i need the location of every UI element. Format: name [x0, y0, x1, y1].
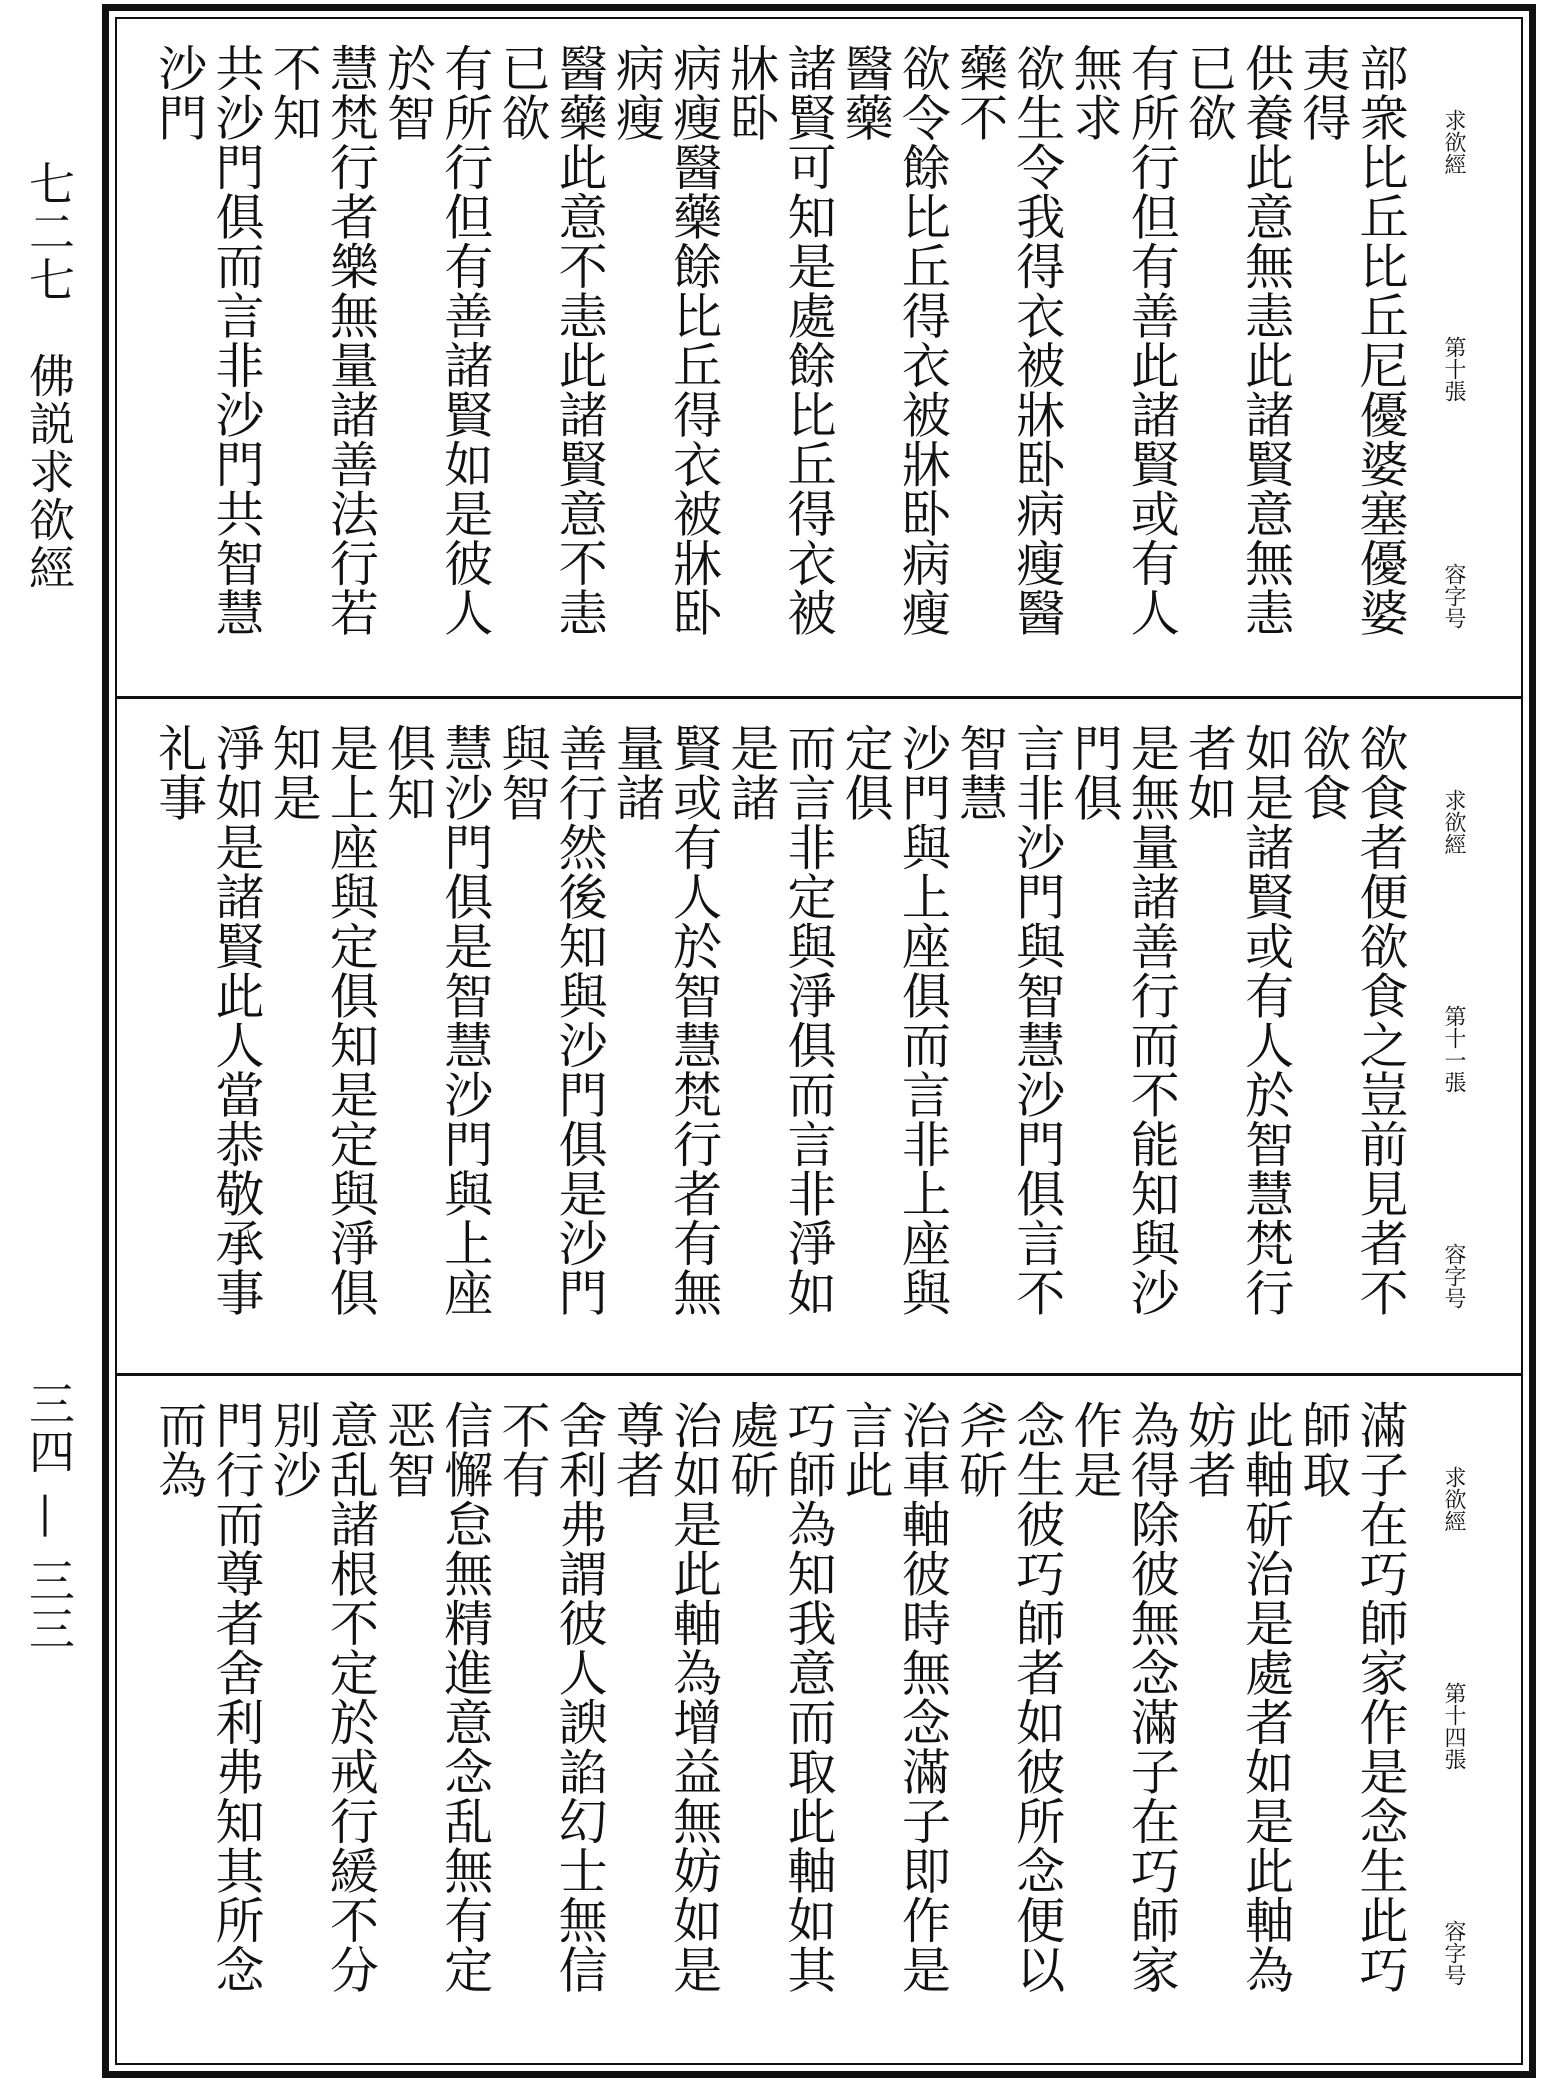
panel-1-text	[149, 43, 1409, 673]
text-line: 此軸斫治是處者如是此軸為妨者	[1180, 1400, 1295, 1994]
text-line: 有所行但有善此諸賢或有人無求	[1065, 43, 1181, 637]
panel-1	[117, 19, 1521, 696]
panel-2-text	[149, 723, 1409, 1353]
panel-3-char-mark: 容字号	[1441, 1920, 1466, 1986]
text-line: 念生彼巧師者如彼所念便以斧斫	[951, 1400, 1066, 1994]
panel-3-text	[149, 1400, 1409, 2030]
text-line: 病瘦醫藥餘比丘得衣被牀卧病瘦	[608, 43, 723, 637]
text-line: 沙門與上座俱而言非上座與定俱	[837, 723, 952, 1317]
panel-3-sutra-name: 求欲經	[1441, 1466, 1466, 1532]
text-line: 諸賢可知是處餘比丘得衣被牀卧	[722, 43, 837, 637]
panel-1-page-number: 第十張	[1441, 336, 1466, 402]
page-frame-inner	[115, 17, 1523, 2065]
text-line: 治如是此軸為增益無妨如是尊者	[608, 1400, 723, 1994]
text-line	[149, 1400, 151, 2030]
page-frame	[102, 4, 1536, 2078]
text-line: 善行然後知與沙門俱是沙門與智	[493, 723, 609, 1317]
text-line	[149, 43, 151, 673]
text-line: 是上座與定俱知是定與淨俱知是	[265, 723, 380, 1317]
panel-3	[117, 1373, 1521, 2053]
text-line: 部衆比丘比丘尼優婆塞優婆夷得	[1294, 43, 1409, 637]
text-line: 意乱諸根不定於戒行緩不分別沙	[265, 1400, 380, 1994]
margin-title: 七二七 佛説求欲經	[22, 160, 76, 592]
text-line: 欲生令我得衣被牀卧病瘦醫藥不	[951, 43, 1066, 637]
panel-3-page-number: 第十四張	[1441, 1682, 1466, 1770]
margin-page-number: 三四 — 三三	[22, 1380, 76, 1654]
panel-3-label	[1438, 1466, 1469, 1986]
text-line: 慧梵行者樂無量諸善法行若不知	[265, 43, 380, 637]
text-line	[149, 723, 151, 1353]
text-line: 舍利弗謂彼人諛諂幻士無信不有	[493, 1400, 609, 1994]
text-line: 有所行但有善諸賢如是彼人於智	[379, 43, 494, 637]
text-line: 共沙門俱而言非沙門共智慧沙門	[150, 43, 265, 637]
text-line: 巧師為知我意而取此軸如其處斫	[722, 1400, 837, 1994]
panel-1-label	[1438, 109, 1469, 629]
text-line: 是無量諸善行而不能知與沙門俱	[1065, 723, 1181, 1317]
text-line: 賢或有人於智慧梵行者有無量諸	[608, 723, 723, 1317]
text-line: 慧沙門俱是智慧沙門與上座俱知	[379, 723, 494, 1317]
text-line: 滿子在巧師家作是念生此巧師取	[1294, 1400, 1409, 1994]
panel-1-char-mark: 容字号	[1441, 563, 1466, 629]
text-line: 如是諸賢或有人於智慧梵行者如	[1180, 723, 1295, 1317]
text-line: 信懈怠無精進意念乱無有定恶智	[379, 1400, 494, 1994]
text-line: 言非沙門與智慧沙門俱言不智慧	[951, 723, 1066, 1317]
text-line: 而言非定與淨俱而言非淨如是諸	[722, 723, 837, 1317]
panel-2-sutra-name: 求欲經	[1441, 789, 1466, 855]
text-line: 欲食者便欲食之豈前見者不欲食	[1294, 723, 1409, 1317]
panel-2-page-number: 第十一張	[1441, 1005, 1466, 1093]
panel-2-char-mark: 容字号	[1441, 1243, 1466, 1309]
text-line: 淨如是諸賢此人當恭敬承事礼事	[150, 723, 265, 1317]
text-line: 門行而尊者舍利弗知其所念而為	[150, 1400, 265, 1994]
text-line: 供養此意無恚此諸賢意無恚已欲	[1180, 43, 1295, 637]
panel-2-label	[1438, 789, 1469, 1309]
panel-1-sutra-name: 求欲經	[1441, 109, 1466, 175]
panel-2	[117, 696, 1521, 1376]
text-line: 欲令餘比丘得衣被牀卧病瘦醫藥	[837, 43, 952, 637]
text-line: 為得除彼無念滿子在巧師家作是	[1065, 1400, 1181, 1994]
text-line: 治車軸彼時無念滿子即作是言此	[837, 1400, 952, 1994]
text-line: 醫藥此意不恚此諸賢意不恚已欲	[493, 43, 609, 637]
